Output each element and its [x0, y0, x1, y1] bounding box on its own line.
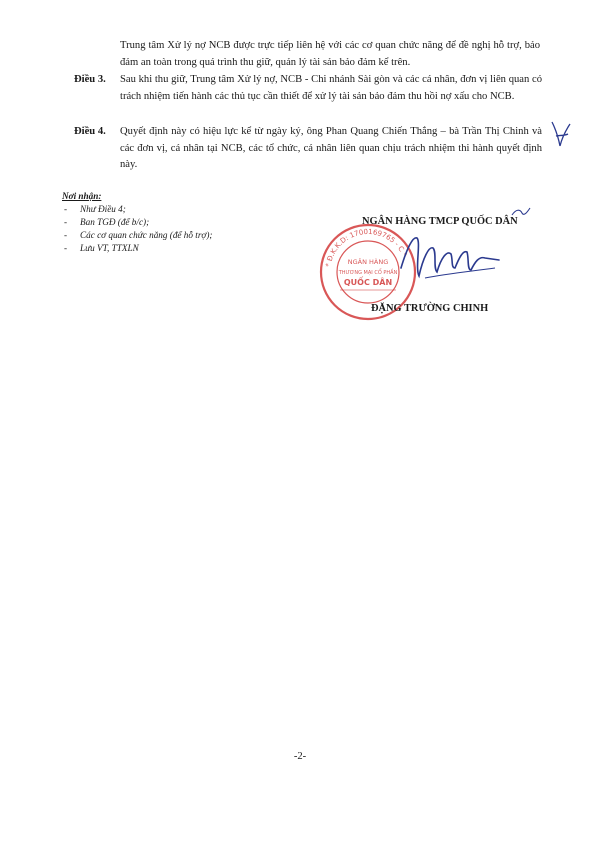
signer-name: ĐẶNG TRƯỜNG CHINH — [371, 303, 489, 314]
signer-organization: NGÂN HÀNG TMCP QUỐC DÂN — [362, 216, 518, 227]
svg-text:* Đ.K.K.D: 1700169765 - C *: * Đ.K.K.D: 1700169765 - C * — [324, 227, 409, 268]
recipients-title: Nơi nhận: — [62, 191, 102, 201]
article-4-text: Quyết định này có hiệu lực kể từ ngày ký, ông Phan Quang Chiến Thắng – bà Trần Thị Chinh và các đơn vị, cá nhân tại NCB, các tổ chức, cá nhân liên quan chịu trách nhiệm thi hành quyết định này. — [120, 126, 542, 170]
recipients-list — [62, 203, 212, 255]
initial-signature-icon — [548, 118, 574, 152]
article-3-text: Sau khi thu giữ, Trung tâm Xử lý nợ, NCB - Chi nhánh Sài gòn và các cá nhân, đơn vị liên quan có trách nhiệm tiến hành các thủ tục cần thiết để xử lý tài sản bảo đảm thu hồi nợ xấu cho NCB. — [120, 74, 542, 102]
article-3-label: Điều 3. — [74, 74, 106, 85]
signature-icon — [395, 228, 505, 288]
svg-text:THƯƠNG MẠI CỔ PHẦN: THƯƠNG MẠI CỔ PHẦN — [338, 270, 398, 276]
recipient-item: - Lưu VT, TTXLN — [62, 242, 212, 255]
page-number: -2- — [293, 751, 307, 762]
svg-text:NGÂN HÀNG: NGÂN HÀNG — [347, 258, 389, 266]
recipient-item: - Ban TGĐ (để b/c); — [62, 216, 212, 229]
svg-text:QUỐC DÂN: QUỐC DÂN — [343, 278, 393, 287]
continuation-paragraph: Trung tâm Xử lý nợ NCB được trực tiếp liên hệ với các cơ quan chức năng để đề nghị hỗ trợ, bảo đảm an toàn trong quá trình thu giữ, quản lý tài sản bảo đảm kể trên. — [120, 40, 540, 68]
recipient-item: - Như Điều 4; — [62, 203, 212, 216]
recipient-item: - Các cơ quan chức năng (để hỗ trợ); — [62, 229, 212, 242]
recipients-block — [62, 190, 212, 255]
article-4-label: Điều 4. — [74, 126, 106, 137]
